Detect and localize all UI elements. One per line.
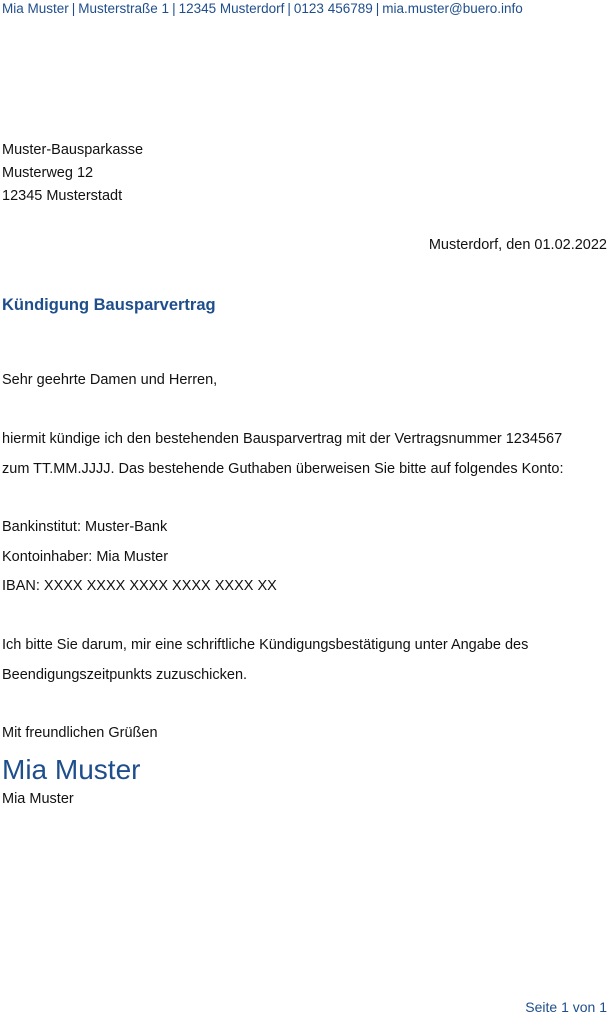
separator: | [375,1,380,16]
bank-details [2,513,602,602]
paragraph-confirmation-request [2,631,602,690]
recipient-name: Muster-Bausparkasse [2,142,144,158]
sender-email: mia.muster@buero.info [382,1,523,16]
iban: IBAN: XXXX XXXX XXXX XXXX XXXX XX [2,578,277,594]
sender-header [2,0,523,18]
paragraph-line: Ich bitte Sie darum, mir eine schriftliche Kündigungsbestätigung unter Angabe des [2,637,529,653]
sender-phone: 0123 456789 [293,1,373,16]
separator: | [71,1,76,16]
paragraph-cancellation [2,425,602,484]
signature: Mia Muster [2,754,141,785]
salutation: Sehr geehrte Damen und Herren, [2,372,218,388]
date-line: Musterdorf, den 01.02.2022 [428,237,607,253]
bank-institute: Bankinstitut: Muster-Bank [2,519,168,535]
closing-phrase: Mit freundlichen Grüßen [2,725,158,741]
recipient-address [2,139,143,208]
separator: | [172,1,176,16]
separator: | [287,1,291,16]
paragraph-line: hiermit kündige ich den bestehenden Bausparvertrag mit der Vertragsnummer 1234567 [2,431,563,447]
recipient-city: 12345 Musterstadt [2,188,123,204]
sender-name: Mia Muster [2,1,69,16]
page-number: Seite 1 von 1 [525,999,607,1015]
paragraph-line: Beendigungszeitpunkts zuzuschicken. [2,666,248,683]
sender-street: Musterstraße 1 [78,1,170,16]
paragraph-line: zum TT.MM.JJJJ. Das bestehende Guthaben überweisen Sie bitte auf folgendes Konto: [2,460,564,477]
signed-name: Mia Muster [2,791,74,807]
recipient-street: Musterweg 12 [2,165,94,181]
subject-line: Kündigung Bausparvertrag [2,296,216,314]
account-holder: Kontoinhaber: Mia Muster [2,548,169,565]
sender-city: 12345 Musterdorf [178,1,285,16]
